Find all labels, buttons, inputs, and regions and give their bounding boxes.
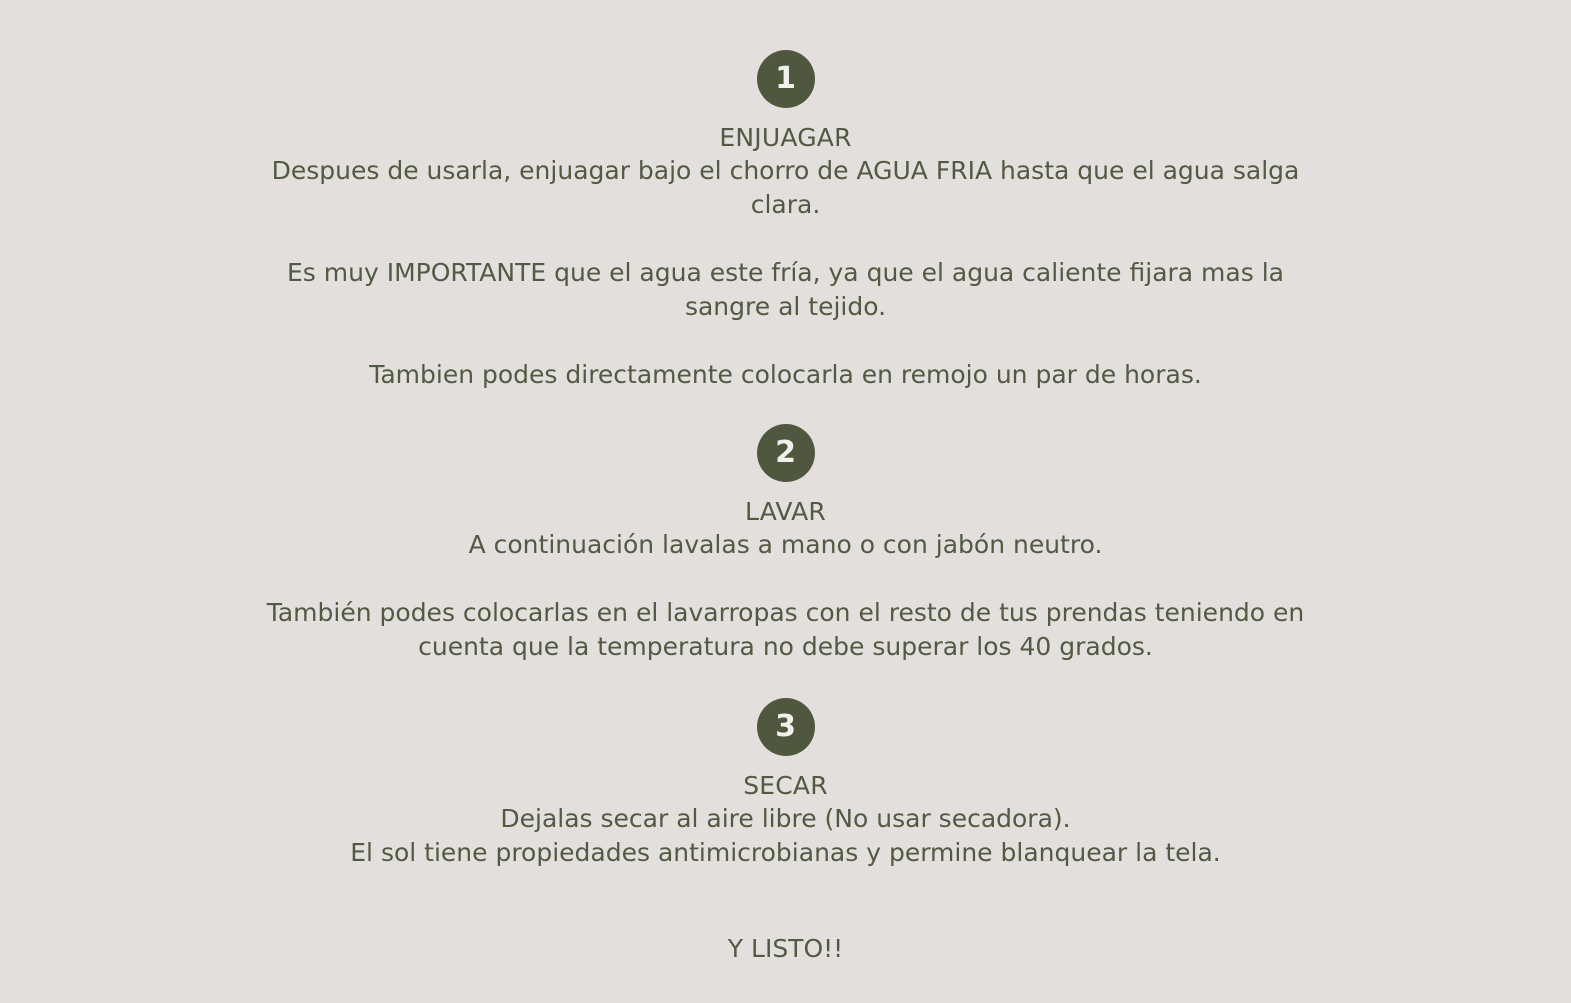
step-paragraph: También podes colocarlas en el lavarropas con el resto de tus prendas teniendo en cuenta que la temperatura no debe superar los 40 grados. [266, 598, 1305, 661]
step-wash [0, 424, 1571, 664]
step-title: LAVAR [745, 497, 826, 526]
step-paragraph: A continuación lavalas a mano o con jabón neutro. [468, 530, 1103, 559]
paragraph-gap [0, 562, 1571, 596]
paragraph-gap [0, 222, 1571, 256]
step-paragraph: Tambien podes directamente colocarla en remojo un par de horas. [369, 360, 1202, 389]
step-paragraph: Despues de usarla, enjuagar bajo el chorro de AGUA FRIA hasta que el agua salga clara. [271, 156, 1300, 219]
step-line: El sol tiene propiedades antimicrobianas y permine blanquear la tela. [350, 838, 1221, 867]
step-number-badge: 1 [757, 50, 815, 108]
step-title: SECAR [743, 771, 828, 800]
step-number-badge: 2 [757, 424, 815, 482]
step-number-badge: 3 [757, 698, 815, 756]
step-dry [0, 698, 1571, 870]
step-title: ENJUAGAR [719, 123, 852, 152]
step-line: Dejalas secar al aire libre (No usar secadora). [500, 804, 1071, 833]
step-rinse [0, 50, 1571, 392]
paragraph-gap [0, 324, 1571, 358]
closing-message: Y LISTO!! [727, 934, 844, 963]
step-paragraph: Es muy IMPORTANTE que el agua este fría, ya que el agua caliente fijara mas la sangre al tejido. [287, 258, 1284, 321]
